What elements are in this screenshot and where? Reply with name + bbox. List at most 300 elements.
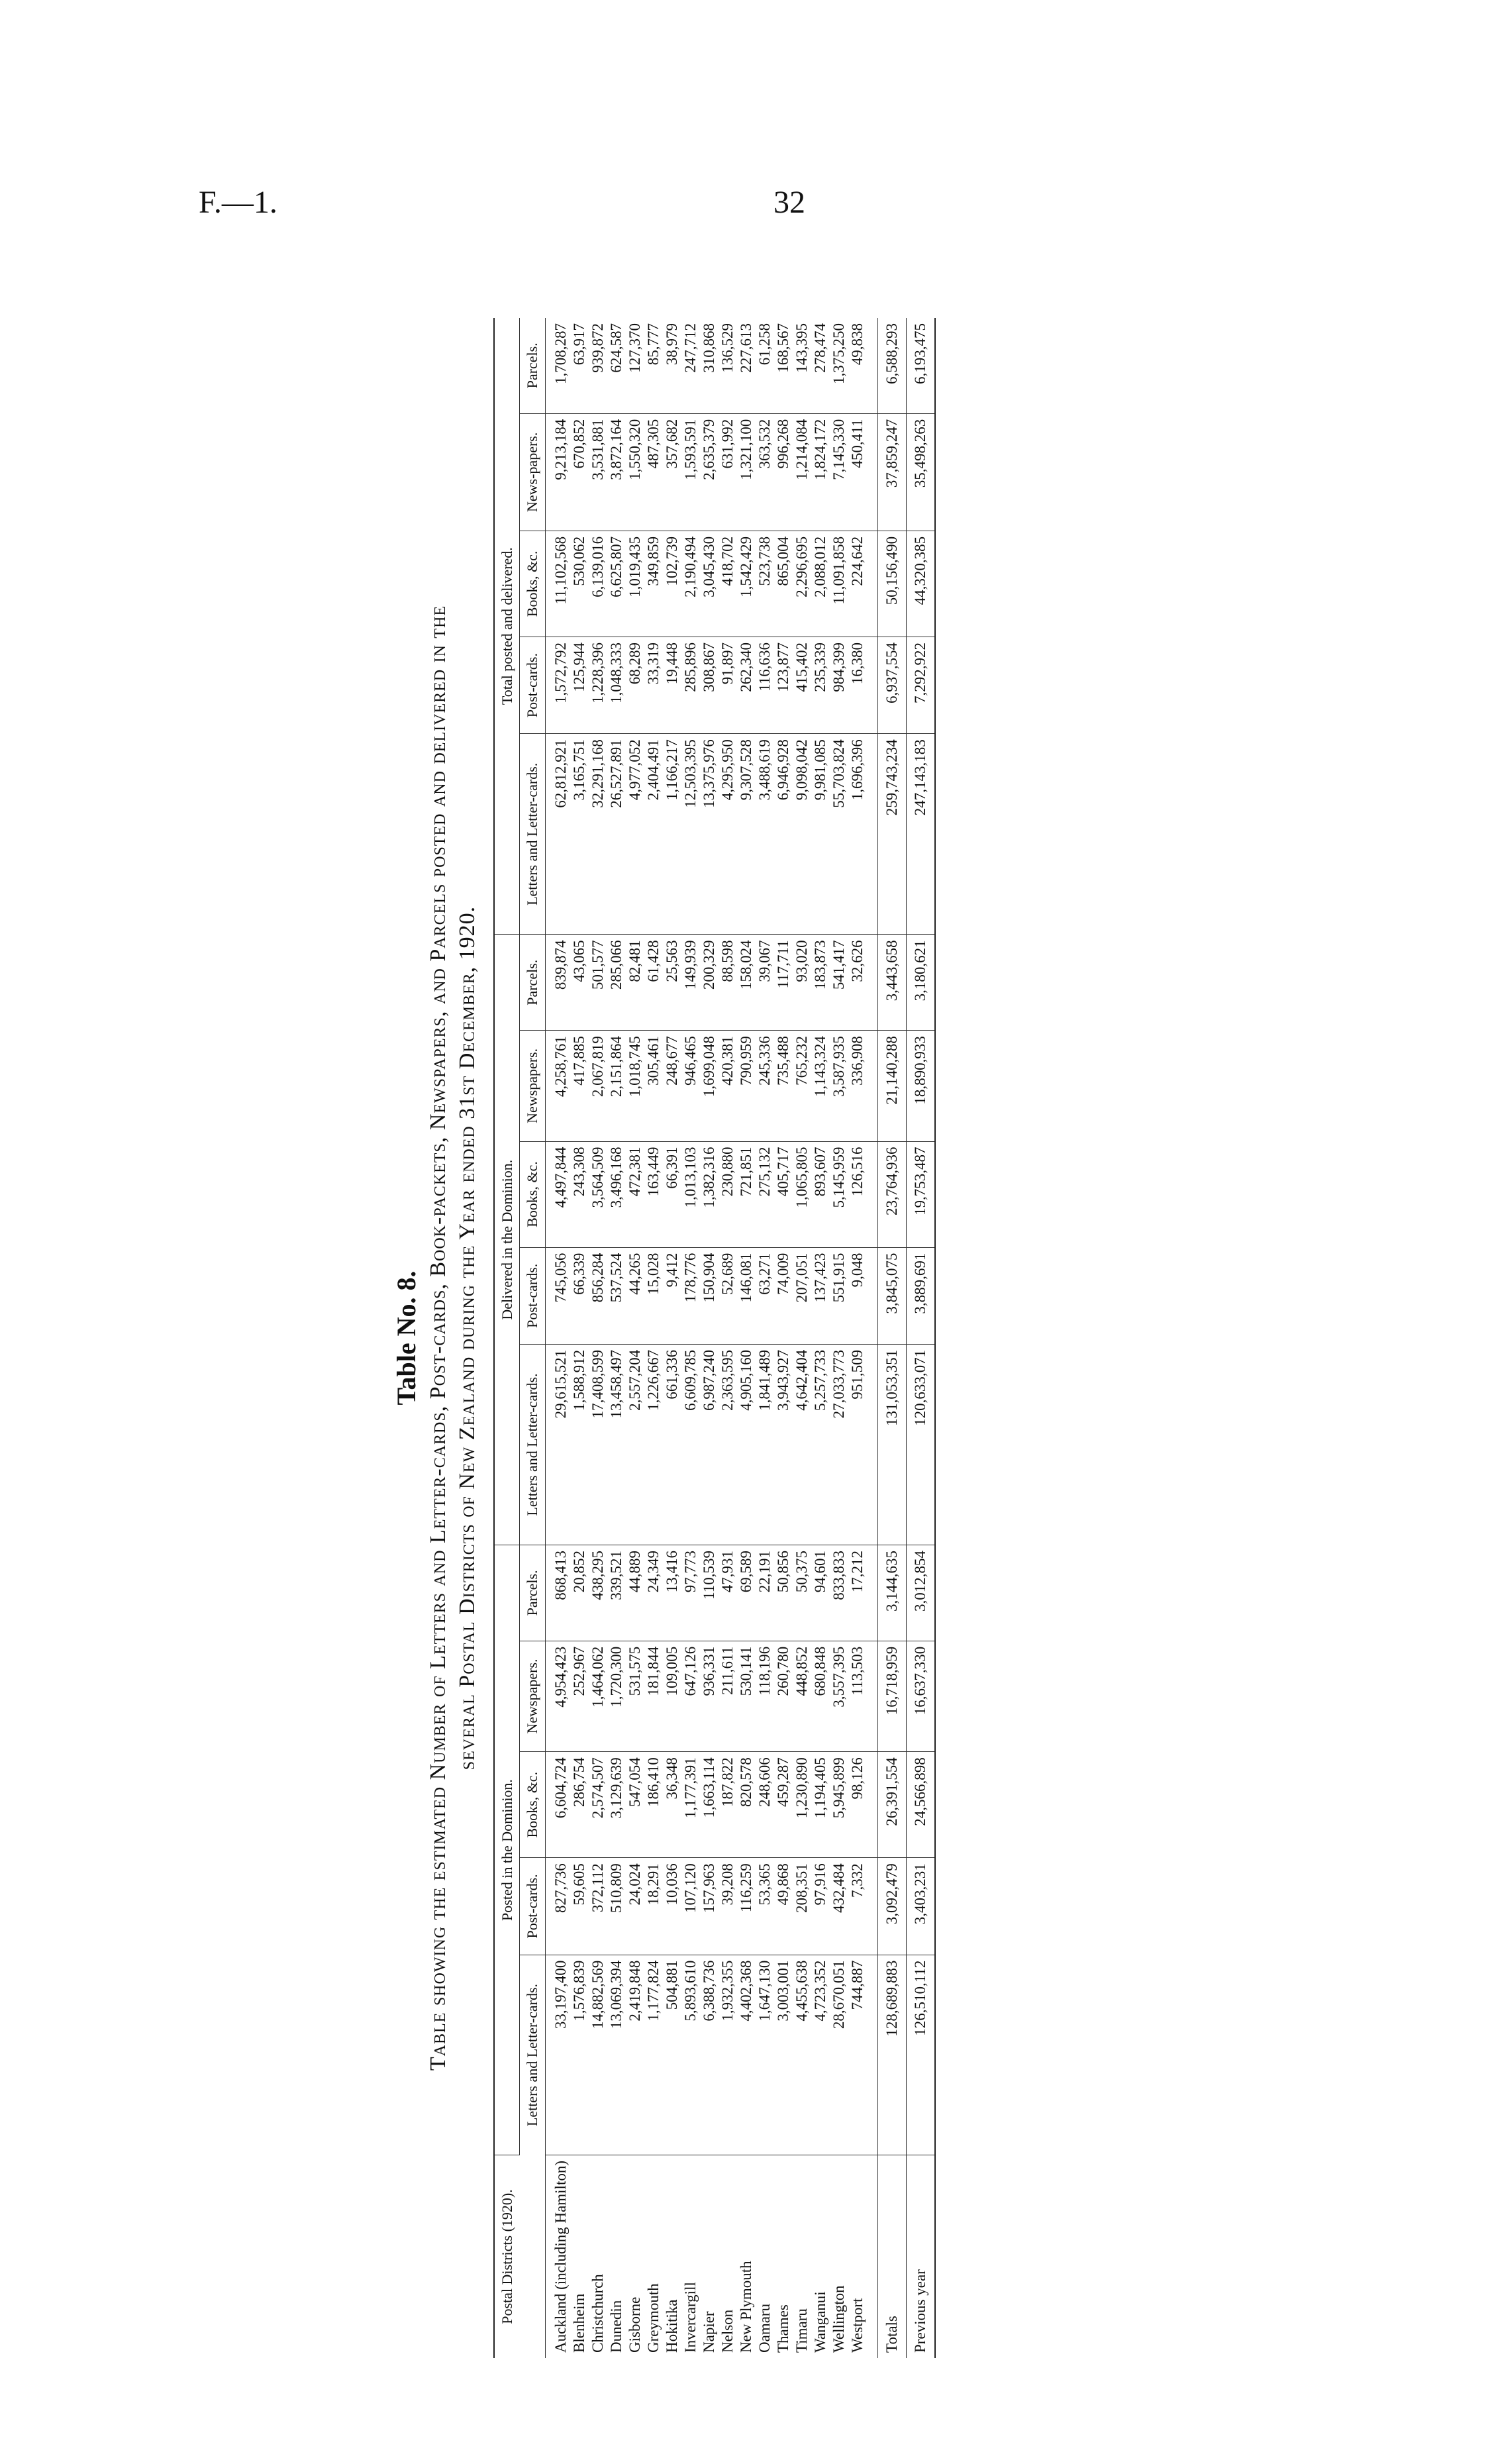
table-cell: 6,588,293 [877, 318, 906, 413]
table-cell: 126,510,112 [906, 1955, 935, 2155]
table-cell: 66,339 [570, 1247, 589, 1344]
table-cell: 21,140,288 [877, 1031, 906, 1141]
table-cell: 88,598 [719, 935, 737, 1031]
table-cell: 4,295,950 [719, 734, 737, 935]
table-cell: 1,228,396 [589, 637, 607, 733]
table-cell: 420,381 [719, 1031, 737, 1141]
district-name: Thames [774, 2304, 791, 2353]
district-name: Greymouth [644, 2283, 662, 2353]
spacer-cell [867, 1247, 878, 1344]
table-cell: 2,557,204 [626, 1344, 644, 1545]
table-cell: 6,609,785 [681, 1344, 700, 1545]
table-cell: 996,268 [774, 413, 793, 531]
district-name: Previous year [906, 2155, 935, 2359]
table-cell: 143,395 [793, 318, 811, 413]
table-cell: 1,048,333 [607, 637, 626, 733]
table-cell: 1,572,792 [545, 637, 570, 733]
table-cell: 211,611 [719, 1641, 737, 1751]
table-cell: 1,647,130 [756, 1955, 774, 2155]
table-cell: 44,265 [626, 1247, 644, 1344]
table-cell: 32,626 [848, 935, 867, 1031]
district-name: Nelson [719, 2309, 736, 2353]
col-delivered-letters: Letters and Letter-cards. [520, 1344, 545, 1545]
table-cell: 735,488 [774, 1031, 793, 1141]
table-cell: 36,348 [663, 1752, 681, 1858]
table-cell: 13,416 [663, 1545, 681, 1641]
table-cell: 833,833 [830, 1545, 848, 1641]
table-cell: 3,943,927 [774, 1344, 793, 1545]
table-cell: 1,699,048 [700, 1031, 719, 1141]
table-cell: 2,635,379 [700, 413, 719, 531]
table-cell: 1,019,435 [626, 531, 644, 637]
table-cell: 18,291 [644, 1858, 663, 1955]
table-cell: 3,496,168 [607, 1141, 626, 1247]
table-cell: 9,307,528 [737, 734, 756, 935]
table-cell: 1,696,396 [848, 734, 867, 935]
table-cell: 118,196 [756, 1641, 774, 1751]
table-cell: 9,098,042 [793, 734, 811, 935]
table-cell: 39,208 [719, 1858, 737, 1955]
table-cell: 50,156,490 [877, 531, 906, 637]
table-cell: 951,509 [848, 1344, 867, 1545]
table-cell: 11,102,568 [545, 531, 570, 637]
table-cell: 85,777 [644, 318, 663, 413]
table-cell: 765,232 [793, 1031, 811, 1141]
spacer-cell [867, 531, 878, 637]
col-posted-parcels: Parcels. [520, 1545, 545, 1641]
table-cell: 893,607 [811, 1141, 830, 1247]
col-posted-newspapers: Newspapers. [520, 1641, 545, 1751]
col-posted-postcards: Post-cards. [520, 1858, 545, 1955]
table-cell: 113,503 [848, 1641, 867, 1751]
table-cell: 33,319 [644, 637, 663, 733]
table-cell: 3,443,658 [877, 935, 906, 1031]
table-row [545, 318, 570, 2358]
table-cell: 472,381 [626, 1141, 644, 1247]
table-cell: 510,809 [607, 1858, 626, 1955]
table-cell: 136,529 [719, 318, 737, 413]
table-row [793, 318, 811, 2358]
table-cell: 1,177,391 [681, 1752, 700, 1858]
col-group-delivered: Delivered in the Dominion. [494, 935, 520, 1545]
table-cell: 1,143,324 [811, 1031, 830, 1141]
table-cell: 285,066 [607, 935, 626, 1031]
mail-statistics-table [493, 318, 936, 2358]
col-delivered-postcards: Post-cards. [520, 1247, 545, 1344]
table-cell: 116,636 [756, 637, 774, 733]
table-cell: 262,340 [737, 637, 756, 733]
table-cell: 125,944 [570, 637, 589, 733]
table-cell: 19,448 [663, 637, 681, 733]
table-cell: 69,589 [737, 1545, 756, 1641]
table-cell: 50,856 [774, 1545, 793, 1641]
table-cell: 357,682 [663, 413, 681, 531]
spacer-cell [867, 1141, 878, 1247]
table-cell: 9,213,184 [545, 413, 570, 531]
table-cell: 4,954,423 [545, 1641, 570, 1751]
table-cell: 745,056 [545, 1247, 570, 1344]
district-name: Westport [848, 2298, 866, 2353]
table-cell: 110,539 [700, 1545, 719, 1641]
table-cell: 62,812,921 [545, 734, 570, 935]
table-cell: 680,848 [811, 1641, 830, 1751]
table-cell: 2,151,864 [607, 1031, 626, 1141]
spacer-cell [867, 2155, 878, 2359]
table-cell: 3,872,164 [607, 413, 626, 531]
table-cell: 98,126 [848, 1752, 867, 1858]
table-row [644, 318, 663, 2358]
table-cell: 13,069,394 [607, 1955, 626, 2155]
table-cell: 1,177,824 [644, 1955, 663, 2155]
table-cell: 63,271 [756, 1247, 774, 1344]
table-row [607, 318, 626, 2358]
table-row [681, 318, 700, 2358]
table-cell: 16,718,959 [877, 1641, 906, 1751]
table-cell: 1,065,805 [793, 1141, 811, 1247]
table-cell: 721,851 [737, 1141, 756, 1247]
table-cell: 16,380 [848, 637, 867, 733]
table-cell: 448,852 [793, 1641, 811, 1751]
table-cell: 61,428 [644, 935, 663, 1031]
table-cell: 624,587 [607, 318, 626, 413]
table-cell: 260,780 [774, 1641, 793, 1751]
table-number: Table No. 8. [391, 1270, 421, 1406]
table-cell: 3,488,619 [756, 734, 774, 935]
table-cell: 1,720,300 [607, 1641, 626, 1751]
table-cell: 157,963 [700, 1858, 719, 1955]
table-cell: 207,051 [793, 1247, 811, 1344]
totals-row [877, 318, 906, 2358]
table-cell: 2,574,507 [589, 1752, 607, 1858]
table-cell: 94,601 [811, 1545, 830, 1641]
table-cell: 3,129,639 [607, 1752, 626, 1858]
table-cell: 3,045,430 [700, 531, 719, 637]
table-cell: 16,637,330 [906, 1641, 935, 1751]
table-cell: 1,841,489 [756, 1344, 774, 1545]
table-cell: 61,258 [756, 318, 774, 413]
table-cell: 24,024 [626, 1858, 644, 1955]
table-cell: 1,214,084 [793, 413, 811, 531]
table-cell: 208,351 [793, 1858, 811, 1955]
table-cell: 6,937,554 [877, 637, 906, 733]
col-posted-letters: Letters and Letter-cards. [520, 1955, 545, 2155]
table-cell: 9,981,085 [811, 734, 830, 935]
table-row [589, 318, 607, 2358]
table-cell: 349,859 [644, 531, 663, 637]
table-cell: 372,112 [589, 1858, 607, 1955]
table-cell: 93,020 [793, 935, 811, 1031]
col-delivered-books: Books, &c. [520, 1141, 545, 1247]
table-cell: 5,145,959 [830, 1141, 848, 1247]
table-cell: 131,053,351 [877, 1344, 906, 1545]
table-cell: 47,931 [719, 1545, 737, 1641]
table-cell: 13,375,976 [700, 734, 719, 935]
table-cell: 247,712 [681, 318, 700, 413]
table-cell: 200,329 [700, 935, 719, 1031]
table-cell: 248,606 [756, 1752, 774, 1858]
table-cell: 308,867 [700, 637, 719, 733]
table-cell: 22,191 [756, 1545, 774, 1641]
table-cell: 946,465 [681, 1031, 700, 1141]
rotated-table-block [384, 278, 1073, 2398]
table-cell: 3,845,075 [877, 1247, 906, 1344]
spacer-cell [867, 935, 878, 1031]
table-cell: 20,852 [570, 1545, 589, 1641]
table-cell: 827,736 [545, 1858, 570, 1955]
table-body [545, 318, 935, 2358]
table-cell: 39,067 [756, 935, 774, 1031]
table-cell: 12,503,395 [681, 734, 700, 935]
table-cell: 235,339 [811, 637, 830, 733]
table-row [719, 318, 737, 2358]
table-cell: 1,375,250 [830, 318, 848, 413]
district-name: Wellington [830, 2285, 847, 2353]
table-row [756, 318, 774, 2358]
table-cell: 3,403,231 [906, 1858, 935, 1955]
table-cell: 936,331 [700, 1641, 719, 1751]
table-cell: 14,882,569 [589, 1955, 607, 2155]
table-row [811, 318, 830, 2358]
col-group-total: Total posted and delivered. [494, 318, 520, 935]
table-cell: 9,412 [663, 1247, 681, 1344]
table-cell: 9,048 [848, 1247, 867, 1344]
table-cell: 438,295 [589, 1545, 607, 1641]
table-cell: 432,484 [830, 1858, 848, 1955]
table-cell: 38,979 [663, 318, 681, 413]
table-cell: 49,868 [774, 1858, 793, 1955]
table-cell: 5,257,733 [811, 1344, 830, 1545]
table-cell: 3,003,001 [774, 1955, 793, 2155]
spacer-cell [867, 1031, 878, 1141]
table-cell: 661,336 [663, 1344, 681, 1545]
table-cell: 6,987,240 [700, 1344, 719, 1545]
table-cell: 24,349 [644, 1545, 663, 1641]
table-cell: 248,677 [663, 1031, 681, 1141]
table-row [737, 318, 756, 2358]
table-cell: 7,145,330 [830, 413, 848, 531]
table-cell: 163,449 [644, 1141, 663, 1247]
table-cell: 149,939 [681, 935, 700, 1031]
table-cell: 53,365 [756, 1858, 774, 1955]
table-row [848, 318, 867, 2358]
table-cell: 3,587,935 [830, 1031, 848, 1141]
table-cell: 4,977,052 [626, 734, 644, 935]
table-title-line-1: Table showing the estimated Number of Letters and Letter-cards, Post-cards, Book-packets, Newspapers, and Parcels posted and delivered in the [426, 605, 450, 2071]
table-cell: 504,881 [663, 1955, 681, 2155]
col-header-district: Postal Districts (1920). [494, 2155, 545, 2359]
district-name: Gisborne [626, 2296, 643, 2353]
table-cell: 2,296,695 [793, 531, 811, 637]
spacer-cell [867, 1955, 878, 2155]
table-cell: 97,773 [681, 1545, 700, 1641]
table-cell: 363,532 [756, 413, 774, 531]
table-cell: 259,743,234 [877, 734, 906, 935]
table-cell: 59,605 [570, 1858, 589, 1955]
table-cell: 18,890,933 [906, 1031, 935, 1141]
table-cell: 1,708,287 [545, 318, 570, 413]
table-cell: 939,872 [589, 318, 607, 413]
col-delivered-parcels: Parcels. [520, 935, 545, 1031]
table-cell: 1,576,839 [570, 1955, 589, 2155]
table-cell: 146,081 [737, 1247, 756, 1344]
col-total-letters: Letters and Letter-cards. [520, 734, 545, 935]
col-total-books: Books, &c. [520, 531, 545, 637]
table-cell: 3,531,881 [589, 413, 607, 531]
table-cell: 24,566,898 [906, 1752, 935, 1858]
spacer-cell [867, 318, 878, 413]
table-cell: 487,305 [644, 413, 663, 531]
table-cell: 109,005 [663, 1641, 681, 1751]
table-cell: 631,992 [719, 413, 737, 531]
table-cell: 224,642 [848, 531, 867, 637]
table-cell: 839,874 [545, 935, 570, 1031]
table-title-line-2: several Postal Districts of New Zealand during the Year ended 31st December, 1920. [455, 905, 479, 1771]
table-cell: 187,822 [719, 1752, 737, 1858]
table-cell: 44,889 [626, 1545, 644, 1641]
table-cell: 278,474 [811, 318, 830, 413]
spacer-cell [867, 1752, 878, 1858]
table-cell: 1,382,316 [700, 1141, 719, 1247]
previous-year-row [906, 318, 935, 2358]
district-name: Totals [877, 2155, 906, 2359]
table-cell: 127,370 [626, 318, 644, 413]
table-cell: 33,197,400 [545, 1955, 570, 2155]
table-cell: 82,481 [626, 935, 644, 1031]
table-cell: 339,521 [607, 1545, 626, 1641]
table-cell: 415,402 [793, 637, 811, 733]
table-cell: 17,212 [848, 1545, 867, 1641]
table-cell: 3,557,395 [830, 1641, 848, 1751]
table-cell: 5,893,610 [681, 1955, 700, 2155]
table-cell: 1,550,320 [626, 413, 644, 531]
table-cell: 4,455,638 [793, 1955, 811, 2155]
table-cell: 541,417 [830, 935, 848, 1031]
table-cell: 501,577 [589, 935, 607, 1031]
table-cell: 1,226,667 [644, 1344, 663, 1545]
table-cell: 137,423 [811, 1247, 830, 1344]
table-cell: 186,410 [644, 1752, 663, 1858]
table-cell: 984,399 [830, 637, 848, 733]
table-cell: 647,126 [681, 1641, 700, 1751]
spacer-cell [867, 1858, 878, 1955]
table-cell: 26,527,891 [607, 734, 626, 935]
table-cell: 50,375 [793, 1545, 811, 1641]
table-cell: 68,289 [626, 637, 644, 733]
table-cell: 4,402,368 [737, 1955, 756, 2155]
district-name: Invercargill [681, 2282, 699, 2353]
col-group-posted: Posted in the Dominion. [494, 1545, 520, 2155]
table-cell: 3,092,479 [877, 1858, 906, 1955]
district-name: Oamaru [756, 2303, 773, 2353]
table-cell: 123,877 [774, 637, 793, 733]
table-cell: 856,284 [589, 1247, 607, 1344]
table-cell: 168,567 [774, 318, 793, 413]
table-cell: 23,764,936 [877, 1141, 906, 1247]
table-cell: 128,689,883 [877, 1955, 906, 2155]
district-name: Hokitika [663, 2299, 680, 2353]
table-cell: 27,033,773 [830, 1344, 848, 1545]
spacer-cell [867, 1545, 878, 1641]
table-cell: 3,144,635 [877, 1545, 906, 1641]
page-series-code: F.—1. [199, 185, 277, 220]
spacer-row [867, 318, 878, 2358]
table-row [663, 318, 681, 2358]
table-cell: 181,844 [644, 1641, 663, 1751]
table-cell: 66,391 [663, 1141, 681, 1247]
table-cell: 1,932,355 [719, 1955, 737, 2155]
table-row [774, 318, 793, 2358]
table-cell: 120,633,071 [906, 1344, 935, 1545]
table-row [570, 318, 589, 2358]
table-cell: 74,009 [774, 1247, 793, 1344]
table-cell: 3,012,854 [906, 1545, 935, 1641]
table-cell: 3,165,751 [570, 734, 589, 935]
table-cell: 13,458,497 [607, 1344, 626, 1545]
table-cell: 1,663,114 [700, 1752, 719, 1858]
table-row [830, 318, 848, 2358]
district-name: Napier [700, 2311, 717, 2353]
table-cell: 19,753,487 [906, 1141, 935, 1247]
table-cell: 459,287 [774, 1752, 793, 1858]
table-cell: 150,904 [700, 1247, 719, 1344]
district-name: Dunedin [607, 2300, 624, 2353]
table-cell: 52,689 [719, 1247, 737, 1344]
table-cell: 2,067,819 [589, 1031, 607, 1141]
table-cell: 43,065 [570, 935, 589, 1031]
table-cell: 1,018,745 [626, 1031, 644, 1141]
table-cell: 310,868 [700, 318, 719, 413]
table-cell: 820,578 [737, 1752, 756, 1858]
table-cell: 32,291,168 [589, 734, 607, 935]
table-cell: 15,028 [644, 1247, 663, 1344]
table-cell: 55,703,824 [830, 734, 848, 935]
table-cell: 1,588,912 [570, 1344, 589, 1545]
district-name: Timaru [793, 2308, 810, 2353]
table-cell: 11,091,858 [830, 531, 848, 637]
table-cell: 102,739 [663, 531, 681, 637]
table-cell: 6,388,736 [700, 1955, 719, 2155]
col-total-postcards: Post-cards. [520, 637, 545, 733]
table-cell: 1,824,172 [811, 413, 830, 531]
table-cell: 178,776 [681, 1247, 700, 1344]
district-name: Wanganui [811, 2291, 828, 2353]
table-cell: 1,166,217 [663, 734, 681, 935]
table-cell: 336,908 [848, 1031, 867, 1141]
table-cell: 126,516 [848, 1141, 867, 1247]
table-cell: 26,391,554 [877, 1752, 906, 1858]
table-cell: 4,642,404 [793, 1344, 811, 1545]
table-cell: 6,604,724 [545, 1752, 570, 1858]
col-delivered-newspapers: Newspapers. [520, 1031, 545, 1141]
table-cell: 4,905,160 [737, 1344, 756, 1545]
table-cell: 275,132 [756, 1141, 774, 1247]
district-name: Christchurch [589, 2274, 606, 2353]
table-cell: 6,625,807 [607, 531, 626, 637]
table-cell: 227,613 [737, 318, 756, 413]
table-cell: 865,004 [774, 531, 793, 637]
table-cell: 5,945,899 [830, 1752, 848, 1858]
table-cell: 305,461 [644, 1031, 663, 1141]
table-cell: 417,885 [570, 1031, 589, 1141]
table-cell: 63,917 [570, 318, 589, 413]
spacer-cell [867, 413, 878, 531]
table-cell: 551,915 [830, 1247, 848, 1344]
table-cell: 547,054 [626, 1752, 644, 1858]
district-name: Blenheim [570, 2293, 587, 2353]
table-cell: 418,702 [719, 531, 737, 637]
table-cell: 530,062 [570, 531, 589, 637]
table-cell: 37,859,247 [877, 413, 906, 531]
